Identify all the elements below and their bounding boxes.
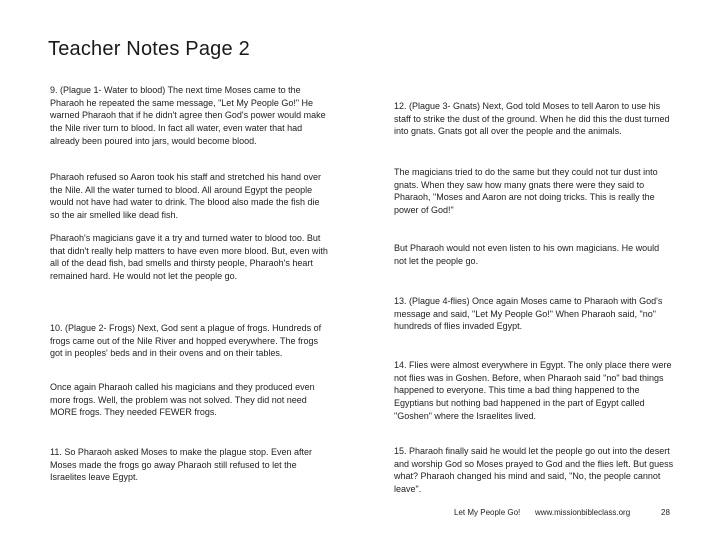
paragraph-plague-4: 13. (Plague 4-flies) Once again Moses came to Pharaoh with God's message and said, "Let My People Go!" When Pharaoh said, "no" hundreds of flies invaded Egypt. (394, 296, 663, 332)
paragraph-frogs-stop: 11. So Pharaoh asked Moses to make the plague stop. Even after Moses made the frogs go away Pharaoh still refused to let the Israelites leave Egypt. (50, 447, 312, 483)
paragraph-magicians-blood: Pharaoh's magicians gave it a try and turned water to blood too. But that didn't really help matters to have even more blood. But, even with all of the dead fish, bad smells and thirsty people, Pharaoh's heart remained hard. He would not let the people go. (50, 233, 328, 282)
paragraph-magicians-gnats: The magicians tried to do the same but they could not tur dust into gnats. When they saw how many gnats there were they said to Pharaoh, "Moses and Aaron are not doing tricks. This is really the power of God!" (394, 167, 658, 216)
paragraph-pharaoh-changes-mind: 15. Pharaoh finally said he would let the people go out into the desert and worship God so Moses prayed to God and the flies left. But guess what? Pharaoh changed his mind and said, "No, the people cannot leave". (394, 446, 674, 495)
paragraph-magicians-frogs: Once again Pharaoh called his magicians and they produced even more frogs. Well, the problem was not solved. They did not need MORE frogs. They needed FEWER frogs. (50, 382, 315, 418)
page-number: 28 (661, 508, 670, 517)
paragraph-goshen: 14. Flies were almost everywhere in Egypt. The only place there were not flies was in Goshen. Before, when Pharaoh said "no" bad things happened to everyone. This time a bad thing happened to the Egyptians but nothing bad happened in the part of Egypt called "Goshen" where the Israelites lived. (394, 360, 672, 421)
page-title: Teacher Notes Page 2 (48, 38, 250, 60)
paragraph-plague-3: 12. (Plague 3- Gnats) Next, God told Moses to tell Aaron to use his staff to strike the dust of the ground. When he did this the dust turned into gnats. Gnats got all over the people and the animals. (394, 101, 670, 137)
paragraph-pharaoh-refuses: But Pharaoh would not even listen to his own magicians. He would not let the people go. (394, 243, 660, 266)
paragraph-plague-2: 10. (Plague 2- Frogs) Next, God sent a plague of frogs. Hundreds of frogs came out of the Nile River and hopped everywhere. The frogs got in peoples' beds and in their ovens and on their tables. (50, 323, 322, 359)
paragraph-plague-1: 9. (Plague 1- Water to blood) The next time Moses came to the Pharaoh he repeated the same message, "Let My People Go!" He warned Pharaoh that if he didn't agree then God's power would make the Nile river turn to blood. In fact all water, even water that had already been poured into jars, would become blood. (50, 85, 326, 146)
footer-slogan: Let My People Go! (454, 508, 521, 517)
footer-website: www.missionbibleclass.org (535, 508, 631, 517)
paragraph-aaron-staff-nile: Pharaoh refused so Aaron took his staff and stretched his hand over the Nile. All the water turned to blood. All around Egypt the people would not have had water to drink. The blood also made the fish die so the air smelled like dead fish. (50, 172, 322, 221)
